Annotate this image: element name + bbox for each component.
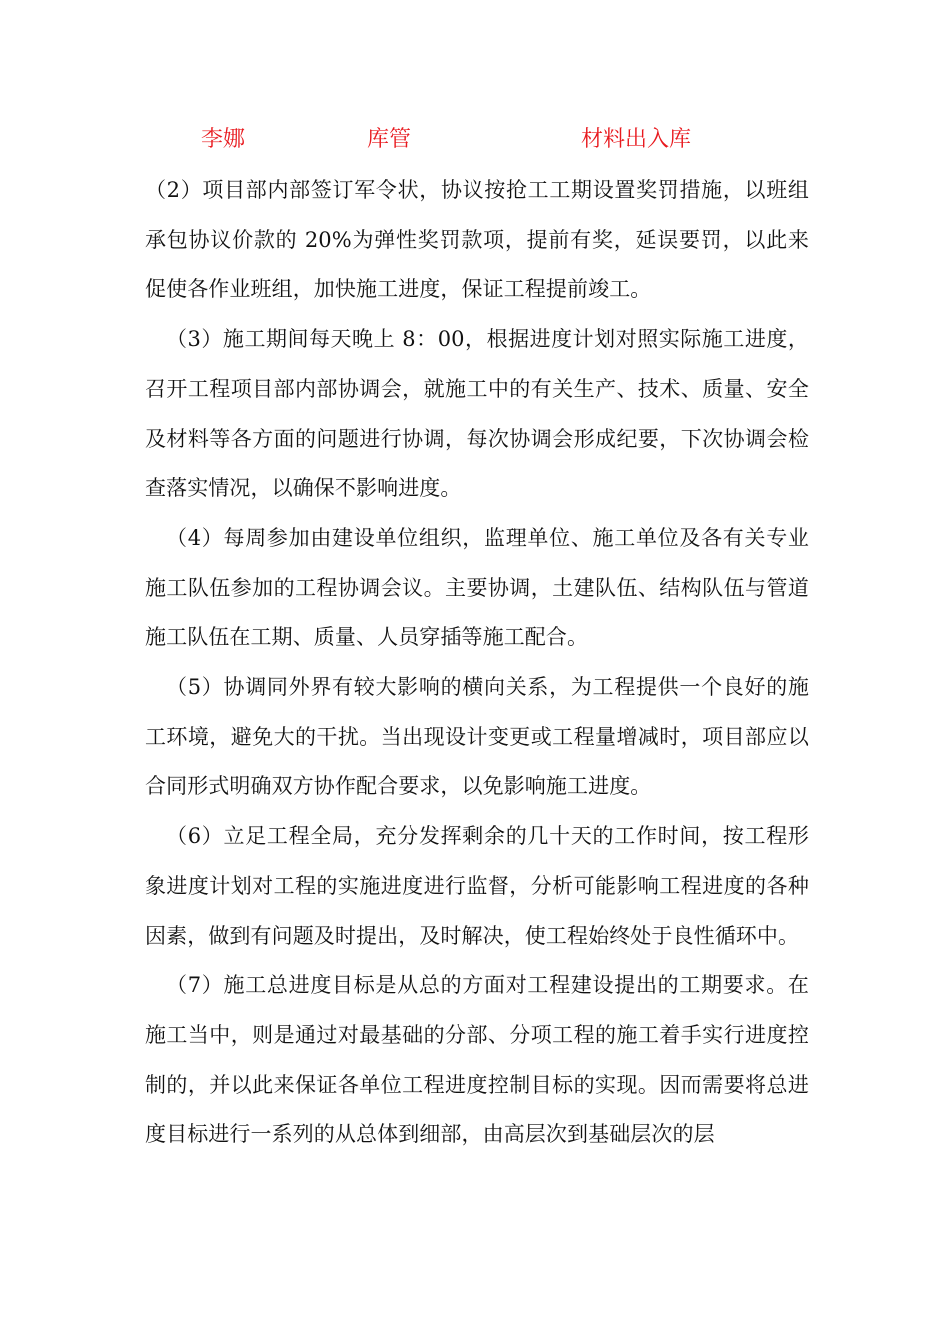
staff-task: 材料出入库 — [581, 127, 692, 152]
signature-header — [0, 122, 950, 158]
document-body — [145, 166, 809, 1160]
paragraph-2: （2）项目部内部签订军令状，协议按抢工工期设置奖罚措施，以班组承包协议价款的 20%为弹性奖罚款项，提前有奖，延误要罚，以此来促使各作业班组，加快施工进度，保证工程提前竣工。 — [145, 178, 809, 302]
paragraph-4: （4）每周参加由建设单位组织，监理单位、施工单位及各有关专业施工队伍参加的工程协调会议。主要协调，土建队伍、结构队伍与管道施工队伍在工期、质量、人员穿插等施工配合。 — [145, 525, 809, 650]
staff-name: 李娜 — [201, 127, 246, 152]
paragraph-6: （6）立足工程全局，充分发挥剩余的几十天的工作时间，按工程形象进度计划对工程的实施进度进行监督，分析可能影响工程进度的各种因素，做到有问题及时提出，及时解决，使工程始终处于良性循环中。 — [145, 824, 809, 948]
paragraph-5: （5）协调同外界有较大影响的横向关系，为工程提供一个良好的施工环境，避免大的干扰。当出现设计变更或工程量增减时，项目部应以合同形式明确双方协作配合要求，以免影响施工进度。 — [145, 675, 809, 799]
paragraph-7: （7）施工总进度目标是从总的方面对工程建设提出的工期要求。在施工当中，则是通过对最基础的分部、分项工程的施工着手实行进度控制的，并以此来保证各单位工程进度控制目标的实现。因而需要将总进度目标进行一系列的从总体到细部，由高层次到基础层次的层 — [145, 973, 809, 1147]
paragraph-3: （3）施工期间每天晚上 8：00，根据进度计划对照实际施工进度，召开工程项目部内部协调会，就施工中的有关生产、技术、质量、安全及材料等各方面的问题进行协调，每次协调会形成纪要，下次协调会检查落实情况，以确保不影响进度。 — [145, 327, 809, 501]
staff-role: 库管 — [367, 127, 412, 152]
